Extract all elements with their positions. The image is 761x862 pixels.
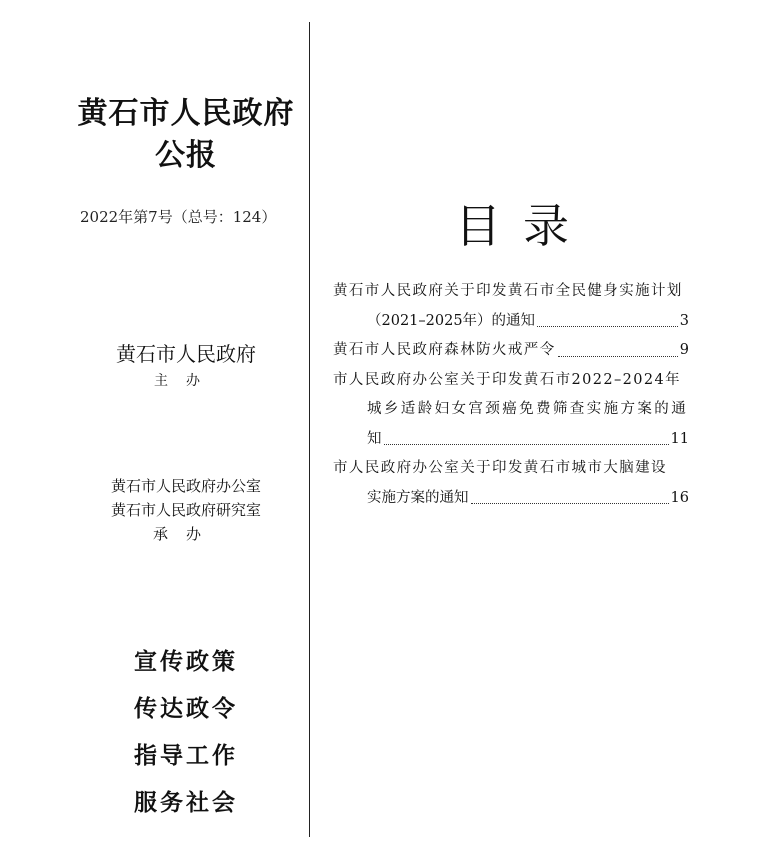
- organizer-1: 黄石市人民政府办公室: [110, 477, 261, 495]
- slogans: [0, 638, 372, 826]
- leader-dots: [471, 484, 669, 505]
- leader-dots: [537, 307, 678, 328]
- leader-dots: [558, 336, 678, 357]
- toc-page-number: 3: [679, 312, 689, 329]
- vertical-divider: [309, 22, 310, 837]
- toc-entry-text: 市人民政府办公室关于印发黄石市城市大脑建设: [333, 460, 667, 476]
- slogan: 服务社会: [134, 789, 238, 816]
- toc-title: 目录: [455, 199, 591, 253]
- toc-entry-text: 市人民政府办公室关于印发黄石市2022–2024年: [333, 371, 682, 388]
- toc-page-number: 16: [670, 489, 689, 506]
- organizer-role: 承办: [152, 525, 219, 543]
- organizers: [0, 474, 372, 546]
- toc-entry[interactable]: [333, 366, 689, 455]
- toc-entry-text: 城乡适龄妇女宫颈癌免费筛查实施方案的通: [367, 401, 689, 417]
- sponsor-name: 黄石市人民政府: [116, 342, 256, 366]
- table-of-contents: [333, 277, 689, 513]
- title-line-2: 公报: [155, 138, 217, 173]
- toc-page-number: 11: [670, 430, 689, 447]
- cover-left-panel: [0, 0, 300, 862]
- slogan: 传达政令: [134, 695, 238, 722]
- slogan: 指导工作: [134, 742, 238, 769]
- toc-entry-text: 黄石市人民政府关于印发黄石市全民健身实施计划: [333, 283, 683, 299]
- toc-entry[interactable]: [333, 454, 689, 513]
- leader-dots: [384, 425, 669, 446]
- issue-number: 2022年第7号（总号：124）: [80, 208, 277, 226]
- toc-entry-text: （2021–2025年）的通知: [367, 312, 536, 329]
- title-line-1: 黄石市人民政府: [77, 96, 295, 131]
- organizer-2: 黄石市人民政府研究室: [110, 501, 261, 519]
- sponsor-role: 主办: [154, 373, 218, 389]
- toc-entry[interactable]: [333, 277, 689, 336]
- toc-entry-text: 知: [367, 430, 382, 447]
- slogan: 宣传政策: [134, 648, 238, 675]
- toc-entry[interactable]: [333, 336, 689, 366]
- toc-page-number: 9: [679, 342, 689, 358]
- publication-title: [0, 93, 372, 177]
- toc-entry-text: 黄石市人民政府森林防火戒严令: [333, 342, 556, 358]
- toc-entry-text: 实施方案的通知: [367, 489, 469, 506]
